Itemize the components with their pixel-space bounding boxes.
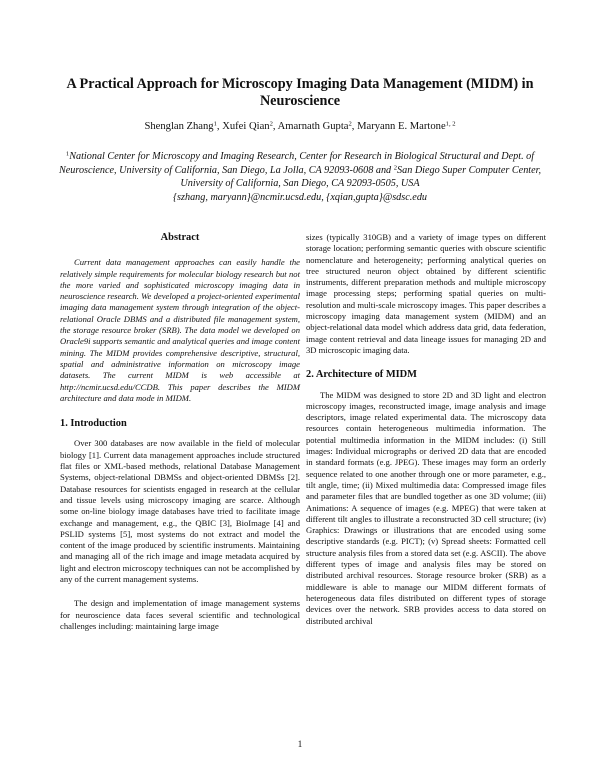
affiliation-text: National Center for Microscopy and Imaging Research, Center for Research in Biological Structural and Dept. of Neuroscience, University of California, San Diego, La Jolla, CA 92093-0608 and: [58, 151, 535, 176]
affiliation-block: [56, 150, 544, 204]
author-affiliation-mark: 1, 2: [445, 120, 456, 128]
architecture-paragraph: The MIDM was designed to store 2D and 3D light and electron microscopy images, reconstructed image, image analysis and image descriptors, image related experimental data. The microscopy data resources contain heterogeneous multimedia information. The potential multimedia information in the MIDM includes: (i) Still images: Individual micrographs or derived 2D data that are encoded in standard formats (e.g. JPEG). These images may form an orderly sequence related to one another through one or more parameter, e.g., tilt angle, time; (ii) Mixed multimedia data: Compressed image files and parameter files that are bundled together as one 3D volume; (iii) Animations: A sequence of images (e.g. MPEG) that were taken at different tilt angles to illustrate a reconstructed 3D cell structure; (iv) Graphics: Drawings or illustrations that are encoded using some descriptive standards (e.g. PICT); (v) Spread sheets: Formatted cell structure analysis files from a stored data set (e.g. ASCII). The above different types of image and analysis files may be stored on distributed archival resources. Storage resource broker (SRB) as a middleware is able to manage our MIDM different formats of heterogeneous data files distributed on different types of storage devices over the network. SRB provides access to data stored on distributed archival: [306, 389, 546, 626]
right-column: [306, 232, 546, 627]
author-emails: {szhang, maryann}@ncmir.ucsd.edu, {xqian,gupta}@sdsc.edu: [172, 191, 428, 203]
author-name: Shenglan Zhang: [144, 121, 214, 132]
author-affiliation-mark: 1: [213, 120, 217, 128]
introduction-paragraph: The design and implementation of image management systems for neuroscience data faces several scientific and technological challenges including: maintaining large image: [60, 598, 300, 631]
author-name: Xufei Qian: [222, 121, 270, 132]
affiliation-mark: 1: [65, 150, 70, 158]
introduction-paragraph: Over 300 databases are now available in the field of molecular biology [1]. Current data management approaches include structured flat files or XML-based methods, relational Database Management Systems, object-relational DBMSs and object-oriented DBMSs [2]. Database resources for scientists engaged in research at the cellular and tissue levels using microscopy imaging are scarce. Although some on-line biology image databases have tried to facilitate image exchange and management, e.g., the QBIC [3], BioImage [4] and PSLID systems [5], most systems do not extract and model the content of the image produced by scientific instruments. Maintaining and managing all of the rich image and image metadata acquired by light and electron microscopy techniques can not be accomplished by any of the current management systems.: [60, 438, 300, 585]
introduction-continued-paragraph: sizes (typically 310GB) and a variety of image types on different storage location; performing semantic queries with obscure scientific nomenclature and heterogeneity; performing analytical queries on tree structured neuron object obtained by different scientific instruments, different preparation methods and multiple microscopy image processing steps; performing spatial queries on multi-resolution and multi-scale microscopy images. This paper describes a microscopy imaging data management system (MIDM) and an object-relational data model which address data grid, data federation, image content retrieval and data lineage issues for managing 2D and 3D microscopic imaging data.: [306, 232, 546, 355]
affiliation-text: San Diego Super Computer Center, University of California, San Diego, CA 92093-0505, USA: [180, 164, 542, 190]
abstract-heading: Abstract: [160, 232, 200, 243]
author-list: Shenglan Zhang$^1$, Xufei Qian$^2$, Amarnath Gupta$^2$, Maryann E. Martone$^{1, 2}$: [144, 120, 456, 132]
affiliation-mark: 2: [393, 164, 397, 172]
paper-title: A Practical Approach for Microscopy Imaging Data Management (MIDM) in Neuroscience: [66, 76, 534, 109]
author-affiliation-mark: 2: [348, 120, 352, 128]
section-heading-architecture: 2. Architecture of MIDM: [306, 369, 417, 381]
section-heading-introduction: 1. Introduction: [60, 418, 127, 430]
page-number: 1: [297, 740, 303, 750]
author-affiliation-mark: 2: [269, 120, 273, 128]
author-name: Amarnath Gupta: [277, 121, 349, 132]
author-name: Maryann E. Martone: [357, 121, 446, 132]
left-column: [60, 232, 300, 632]
abstract-text: Current data management approaches can easily handle the relatively simple requirements for molecular biology research but not the more varied and sophisticated microscopy imaging data in neuroscience research. We developed a project-oriented experimental imaging data management system through integration of the object-relational Oracle DBMS and a distributed file management system, the storage resource broker (SRB). The data model we developed on Oracle9i supports semantic and analytical queries and image content mining. The MIDM provides comprehensive descriptive, structural, spatial and administrative information on microscopy image datasets. The current MIDM is web accessible at http://ncmir.ucsd.edu/CCDB. This paper describes the MIDM architecture and data mode in MIDM.: [60, 257, 300, 403]
